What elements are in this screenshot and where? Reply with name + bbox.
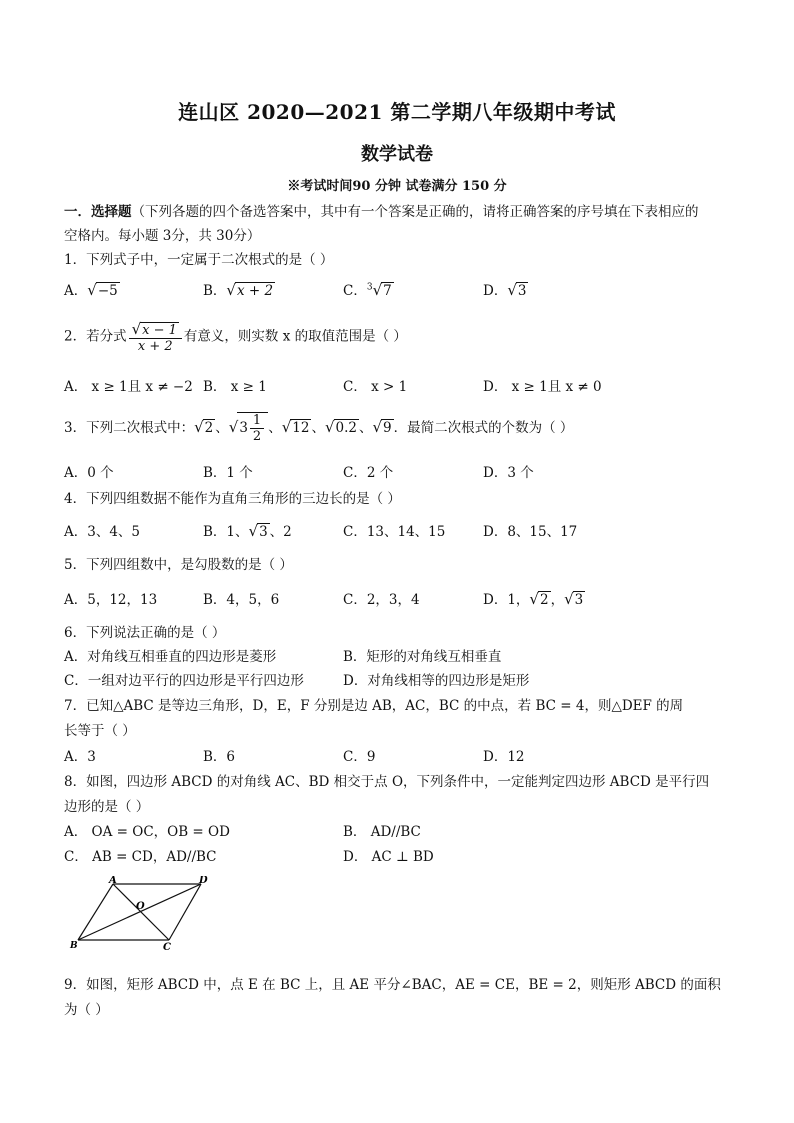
label-d: D <box>199 876 208 886</box>
diagonal-bd <box>78 884 201 940</box>
section1-instructions <box>64 200 699 220</box>
q7-stem-line1: 7．已知△ABC 是等边三角形，D，E，F 分别是边 AB，AC，BC 的中点，若 BC = 4，则△DEF 的周 <box>64 698 684 714</box>
q8-stem-line1: 8．如图，四边形 ABCD 的对角线 AC、BD 相交于点 O，下列条件中，一定能判定四边形 ABCD 是平行四 <box>64 774 710 790</box>
q5-stem: 5．下列四组数中，是勾股数的是（ ） <box>64 557 293 573</box>
q6-option-d: D．对角线相等的四边形是矩形 <box>343 673 530 689</box>
q6-option-a: A．对角线互相垂直的四边形是菱形 <box>64 649 277 665</box>
label-o: O <box>136 901 145 912</box>
q1-option-a: A．√−5 <box>64 281 118 299</box>
q7-option-c: C．9 <box>343 749 376 765</box>
exam-title: 连山区 2020—2021 第二学期八年级期中考试 <box>178 100 616 124</box>
q8-option-a: A． OA = OC，OB = OD <box>64 824 230 840</box>
q1-option-d: D．√3 <box>483 281 527 299</box>
q8-option-b: B． AD//BC <box>343 824 421 840</box>
diagonal-ac <box>113 884 169 940</box>
q6-option-c: C．一组对边平行的四边形是平行四边形 <box>64 673 304 689</box>
q8-stem-line2: 边形的是（ ） <box>64 799 150 815</box>
edge-dc <box>169 884 201 940</box>
label-c: C <box>163 942 171 952</box>
q4-option-a: A．3、4、5 <box>64 524 141 540</box>
q6-option-b: B．矩形的对角线互相垂直 <box>343 649 502 665</box>
q9-stem-line2: 为（ ） <box>64 1002 109 1018</box>
q9-stem-line1: 9．如图，矩形 ABCD 中，点 E 在 BC 上，且 AE 平分∠BAC，AE = CE，BE = 2，则矩形 ABCD 的面积 <box>64 977 721 993</box>
q4-stem: 4．下列四组数据不能作为直角三角形的三边长的是（ ） <box>64 491 401 507</box>
q5-option-a: A．5，12，13 <box>64 592 158 608</box>
q1-stem: 1．下列式子中，一定属于二次根式的是（ ） <box>64 252 334 268</box>
q2-option-a: A． x ≥ 1且 x ≠ −2 <box>64 379 193 395</box>
q2-stem: 2．若分式 $\frac{√x - 1}{x + 2}$ 有意义，则实数 x 的取值范围是（ ） <box>64 320 407 354</box>
q2-option-b: B． x ≥ 1 <box>203 379 267 395</box>
q3-option-a: A．0 个 <box>64 465 114 481</box>
q2-option-c: C． x > 1 <box>343 379 408 395</box>
q4-option-c: C．13、14、15 <box>343 524 446 540</box>
label-b: B <box>70 941 78 951</box>
q3-option-d: D．3 个 <box>483 465 534 481</box>
q5-option-b: B．4，5，6 <box>203 592 280 608</box>
q7-option-b: B．6 <box>203 749 236 765</box>
q2-fraction: $\frac{√x - 1}{x + 2}$ <box>129 320 182 354</box>
q3-stem: 3．下列二次根式中：√2 、√3 $\frac{1}{2}$ 、√12 、√0.2 、√9 ．最简二次根式的个数为（ ） <box>64 413 574 444</box>
q8-option-c: C． AB = CD，AD//BC <box>64 849 217 865</box>
q8-parallelogram-figure <box>66 876 216 952</box>
q1-option-b: B．√x + 2 <box>203 281 274 299</box>
section1-instr-line1: （下列各题的四个备选答案中，其中有一个答案是正确的，请将正确答案的序号填在下表相应的 <box>131 204 699 220</box>
exam-info: ※考试时间90 分钟 试卷满分 150 分 <box>287 179 507 194</box>
q5-option-d: D．1，√2 ，√3 <box>483 590 584 608</box>
q7-option-a: A．3 <box>64 749 96 765</box>
q8-option-d: D． AC ⊥ BD <box>343 849 434 865</box>
q3-option-c: C．2 个 <box>343 465 394 481</box>
section1-instr-line2: 空格内。每小题 3分，共 30分） <box>64 228 261 244</box>
q7-stem-line2: 长等于（ ） <box>64 723 136 739</box>
section1-heading: 一．选择题 <box>64 204 132 220</box>
q5-option-c: C．2，3，4 <box>343 592 420 608</box>
q6-stem: 6．下列说法正确的是（ ） <box>64 625 226 641</box>
q4-option-d: D．8、15、17 <box>483 524 578 540</box>
q2-option-d: D． x ≥ 1且 x ≠ 0 <box>483 379 602 395</box>
q1-option-c: C．$^3$√7 <box>343 281 392 299</box>
q4-option-b: B．1、√3 、2 <box>203 522 292 540</box>
q3-option-b: B．1 个 <box>203 465 253 481</box>
label-a: A <box>109 876 117 886</box>
exam-subtitle: 数学试卷 <box>361 144 433 165</box>
q7-option-d: D．12 <box>483 749 525 765</box>
